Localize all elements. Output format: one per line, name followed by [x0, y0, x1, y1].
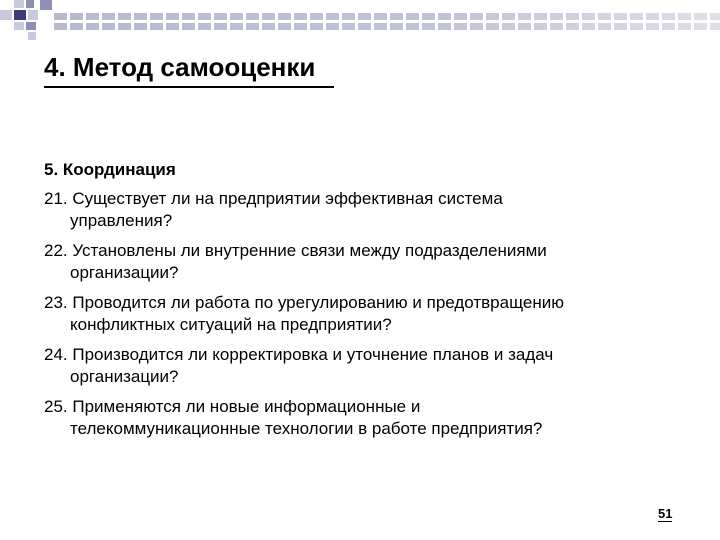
- question-item: 21. Существует ли на предприятии эффективная система управления?: [44, 189, 503, 230]
- header-bar: [54, 10, 720, 30]
- section-heading: 5. Координация: [44, 160, 176, 179]
- question-item: 25. Применяются ли новые информационные и телекоммуникационные технологии в работе предприятия?: [44, 397, 543, 438]
- page-number: 51: [658, 506, 673, 521]
- question-item: 24. Производится ли корректировка и уточнение планов и задач организации?: [44, 345, 554, 386]
- question-item: 22. Установлены ли внутренние связи между подразделениями организации?: [44, 241, 547, 282]
- content-block: [44, 160, 684, 448]
- slide-title: 4. Метод самооценки: [44, 52, 334, 88]
- question-item: 23. Проводится ли работа по урегулированию и предотвращению конфликтных ситуаций на предприятии?: [44, 293, 564, 334]
